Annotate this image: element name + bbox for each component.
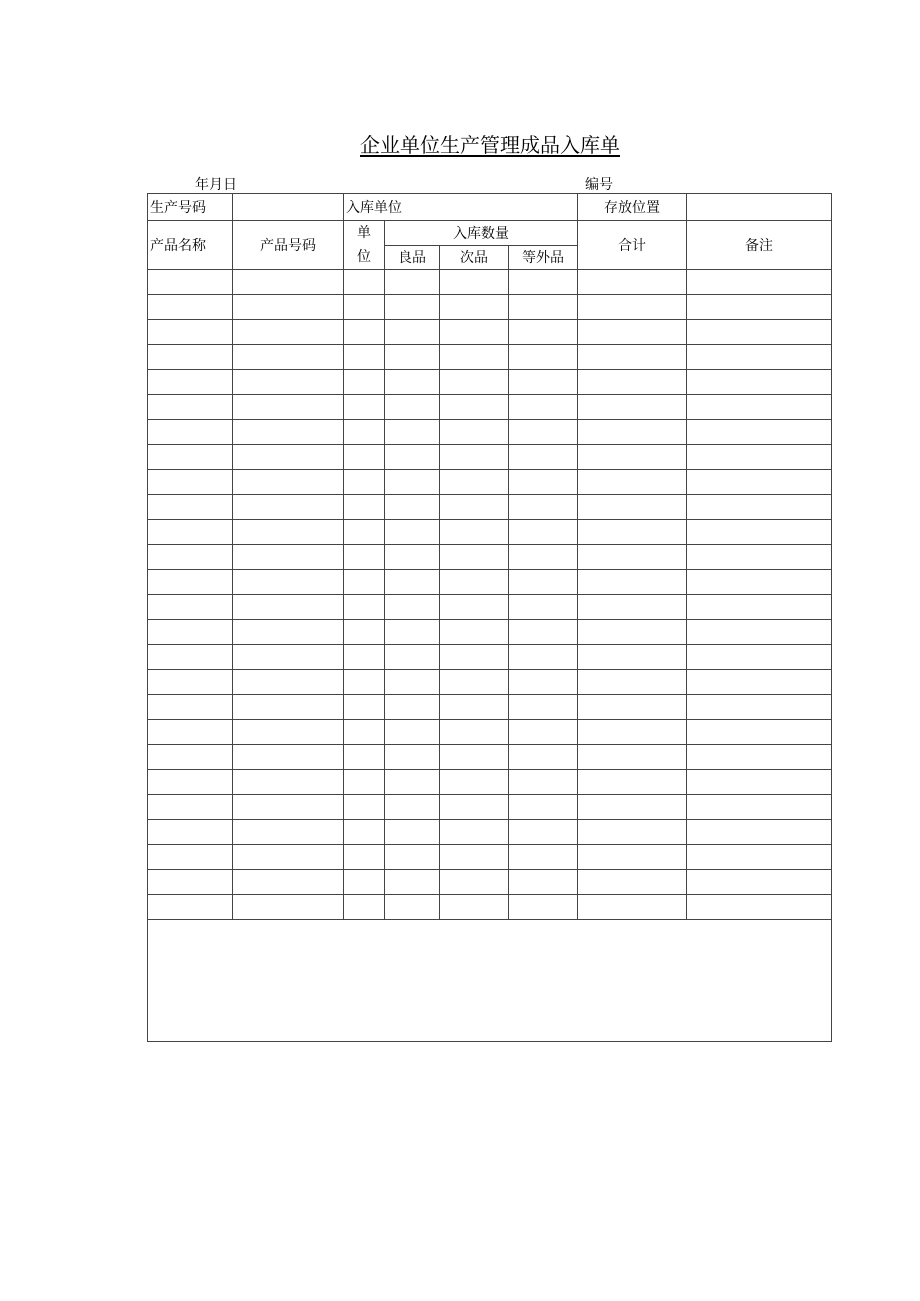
table-row: [148, 470, 832, 495]
page-title: 企业单位生产管理成品入库单: [360, 133, 620, 157]
unit-header-top: 单: [357, 225, 371, 241]
defective-qty-cell[interactable]: [440, 620, 509, 645]
unit-cell[interactable]: [344, 320, 385, 345]
product-code-cell[interactable]: [233, 320, 344, 345]
substandard-qty-cell[interactable]: [509, 770, 578, 795]
unit-cell[interactable]: [344, 295, 385, 320]
remarks-cell[interactable]: [687, 795, 832, 820]
defective-qty-cell[interactable]: [440, 320, 509, 345]
remarks-cell[interactable]: [687, 895, 832, 920]
substandard-qty-cell[interactable]: [509, 845, 578, 870]
total-cell[interactable]: [578, 345, 687, 370]
unit-cell[interactable]: [344, 595, 385, 620]
defective-qty-cell[interactable]: [440, 795, 509, 820]
product-code-cell[interactable]: [233, 695, 344, 720]
product-code-cell[interactable]: [233, 520, 344, 545]
total-header: 合计: [578, 221, 687, 270]
good-qty-cell[interactable]: [385, 620, 440, 645]
total-cell[interactable]: [578, 770, 687, 795]
remarks-cell[interactable]: [687, 645, 832, 670]
product-code-cell[interactable]: [233, 345, 344, 370]
good-qty-cell[interactable]: [385, 870, 440, 895]
unit-cell[interactable]: [344, 545, 385, 570]
table-row: [148, 270, 832, 295]
table-row: [148, 370, 832, 395]
product-name-cell[interactable]: [148, 345, 233, 370]
remarks-cell[interactable]: [687, 670, 832, 695]
quantity-header: 入库数量: [385, 221, 578, 246]
remarks-cell[interactable]: [687, 320, 832, 345]
product-code-cell[interactable]: [233, 845, 344, 870]
table-row: [148, 495, 832, 520]
unit-cell[interactable]: [344, 745, 385, 770]
product-code-cell[interactable]: [233, 295, 344, 320]
product-code-cell[interactable]: [233, 895, 344, 920]
product-name-cell[interactable]: [148, 845, 233, 870]
good-qty-cell[interactable]: [385, 770, 440, 795]
table-row: [148, 870, 832, 895]
total-cell[interactable]: [578, 445, 687, 470]
product-code-cell[interactable]: [233, 820, 344, 845]
defective-qty-cell[interactable]: [440, 570, 509, 595]
substandard-qty-cell[interactable]: [509, 670, 578, 695]
product-name-cell[interactable]: [148, 370, 233, 395]
remarks-cell[interactable]: [687, 845, 832, 870]
defective-qty-cell[interactable]: [440, 820, 509, 845]
total-cell[interactable]: [578, 370, 687, 395]
unit-cell[interactable]: [344, 770, 385, 795]
table-row: [148, 795, 832, 820]
good-qty-cell[interactable]: [385, 720, 440, 745]
unit-header-bottom: 位: [357, 249, 371, 265]
number-label: 编号: [585, 177, 613, 193]
substandard-qty-cell[interactable]: [509, 295, 578, 320]
table-row: [148, 570, 832, 595]
product-name-cell[interactable]: [148, 795, 233, 820]
good-qty-cell[interactable]: [385, 345, 440, 370]
remarks-cell[interactable]: [687, 620, 832, 645]
unit-cell[interactable]: [344, 470, 385, 495]
defective-qty-cell[interactable]: [440, 295, 509, 320]
substandard-qty-cell[interactable]: [509, 395, 578, 420]
product-name-cell[interactable]: [148, 770, 233, 795]
remarks-cell[interactable]: [687, 420, 832, 445]
defective-qty-cell[interactable]: [440, 745, 509, 770]
unit-cell[interactable]: [344, 520, 385, 545]
substandard-qty-cell[interactable]: [509, 495, 578, 520]
total-cell[interactable]: [578, 520, 687, 545]
remarks-cell[interactable]: [687, 495, 832, 520]
production-no-field[interactable]: [233, 194, 344, 221]
good-header: 良品: [385, 245, 440, 270]
defective-qty-cell[interactable]: [440, 670, 509, 695]
substandard-header: 等外品: [509, 245, 578, 270]
defective-qty-cell[interactable]: [440, 595, 509, 620]
substandard-qty-cell[interactable]: [509, 820, 578, 845]
unit-cell[interactable]: [344, 670, 385, 695]
product-name-cell[interactable]: [148, 320, 233, 345]
good-qty-cell[interactable]: [385, 745, 440, 770]
product-code-header: 产品号码: [233, 221, 344, 270]
unit-cell[interactable]: [344, 345, 385, 370]
good-qty-cell[interactable]: [385, 270, 440, 295]
table-row: [148, 695, 832, 720]
table-row: [148, 720, 832, 745]
substandard-qty-cell[interactable]: [509, 645, 578, 670]
remarks-cell[interactable]: [687, 470, 832, 495]
header-row-1: [148, 194, 832, 221]
product-code-cell[interactable]: [233, 745, 344, 770]
substandard-qty-cell[interactable]: [509, 870, 578, 895]
good-qty-cell[interactable]: [385, 495, 440, 520]
good-qty-cell[interactable]: [385, 845, 440, 870]
defective-qty-cell[interactable]: [440, 770, 509, 795]
substandard-qty-cell[interactable]: [509, 445, 578, 470]
table-row: [148, 445, 832, 470]
remarks-cell[interactable]: [687, 520, 832, 545]
product-name-cell[interactable]: [148, 595, 233, 620]
remarks-cell[interactable]: [687, 370, 832, 395]
date-label: 年月日: [195, 177, 237, 193]
substandard-qty-cell[interactable]: [509, 595, 578, 620]
product-code-cell[interactable]: [233, 545, 344, 570]
product-code-cell[interactable]: [233, 620, 344, 645]
unit-cell[interactable]: [344, 420, 385, 445]
table-row: [148, 395, 832, 420]
product-name-cell[interactable]: [148, 645, 233, 670]
product-code-cell[interactable]: [233, 720, 344, 745]
substandard-qty-cell[interactable]: [509, 320, 578, 345]
product-name-cell[interactable]: [148, 270, 233, 295]
defective-qty-cell[interactable]: [440, 695, 509, 720]
table-row: [148, 345, 832, 370]
remarks-cell[interactable]: [687, 720, 832, 745]
remarks-cell[interactable]: [687, 295, 832, 320]
total-cell[interactable]: [578, 470, 687, 495]
product-code-cell[interactable]: [233, 270, 344, 295]
table-row: [148, 895, 832, 920]
substandard-qty-cell[interactable]: [509, 895, 578, 920]
good-qty-cell[interactable]: [385, 470, 440, 495]
storage-location-field[interactable]: [687, 194, 832, 221]
remarks-cell[interactable]: [687, 745, 832, 770]
receiving-unit-label: 入库单位: [344, 194, 578, 221]
table-row: [148, 620, 832, 645]
defective-qty-cell[interactable]: [440, 645, 509, 670]
defective-qty-cell[interactable]: [440, 495, 509, 520]
table-row: [148, 745, 832, 770]
table-row: [148, 545, 832, 570]
unit-cell[interactable]: [344, 795, 385, 820]
good-qty-cell[interactable]: [385, 595, 440, 620]
remarks-cell[interactable]: [687, 445, 832, 470]
total-cell[interactable]: [578, 795, 687, 820]
table-row: [148, 645, 832, 670]
product-code-cell[interactable]: [233, 470, 344, 495]
product-code-cell[interactable]: [233, 795, 344, 820]
product-code-cell[interactable]: [233, 870, 344, 895]
substandard-qty-cell[interactable]: [509, 345, 578, 370]
unit-cell[interactable]: [344, 445, 385, 470]
substandard-qty-cell[interactable]: [509, 570, 578, 595]
product-code-cell[interactable]: [233, 770, 344, 795]
defective-qty-cell[interactable]: [440, 720, 509, 745]
substandard-qty-cell[interactable]: [509, 370, 578, 395]
total-cell[interactable]: [578, 620, 687, 645]
total-cell[interactable]: [578, 395, 687, 420]
substandard-qty-cell[interactable]: [509, 270, 578, 295]
footer-row: [148, 920, 832, 1042]
table-row: [148, 820, 832, 845]
product-name-cell[interactable]: [148, 495, 233, 520]
total-cell[interactable]: [578, 820, 687, 845]
good-qty-cell[interactable]: [385, 820, 440, 845]
total-cell[interactable]: [578, 670, 687, 695]
product-name-cell[interactable]: [148, 670, 233, 695]
remarks-cell[interactable]: [687, 545, 832, 570]
total-cell[interactable]: [578, 720, 687, 745]
remarks-cell[interactable]: [687, 820, 832, 845]
total-cell[interactable]: [578, 595, 687, 620]
product-name-cell[interactable]: [148, 420, 233, 445]
product-name-cell[interactable]: [148, 745, 233, 770]
footer-notes-area[interactable]: [148, 920, 832, 1042]
remarks-cell[interactable]: [687, 770, 832, 795]
unit-cell[interactable]: [344, 870, 385, 895]
product-code-cell[interactable]: [233, 420, 344, 445]
unit-cell[interactable]: [344, 495, 385, 520]
product-code-cell[interactable]: [233, 395, 344, 420]
total-cell[interactable]: [578, 570, 687, 595]
defective-qty-cell[interactable]: [440, 845, 509, 870]
table-row: [148, 845, 832, 870]
remarks-cell[interactable]: [687, 395, 832, 420]
defective-qty-cell[interactable]: [440, 520, 509, 545]
good-qty-cell[interactable]: [385, 570, 440, 595]
good-qty-cell[interactable]: [385, 895, 440, 920]
product-code-cell[interactable]: [233, 595, 344, 620]
remarks-cell[interactable]: [687, 270, 832, 295]
good-qty-cell[interactable]: [385, 370, 440, 395]
unit-header: [344, 221, 385, 270]
good-qty-cell[interactable]: [385, 645, 440, 670]
total-cell[interactable]: [578, 645, 687, 670]
defective-qty-cell[interactable]: [440, 345, 509, 370]
table-row: [148, 295, 832, 320]
product-code-cell[interactable]: [233, 445, 344, 470]
total-cell[interactable]: [578, 545, 687, 570]
unit-cell[interactable]: [344, 570, 385, 595]
defective-qty-cell[interactable]: [440, 445, 509, 470]
total-cell[interactable]: [578, 895, 687, 920]
remarks-cell[interactable]: [687, 345, 832, 370]
table-row: [148, 670, 832, 695]
substandard-qty-cell[interactable]: [509, 695, 578, 720]
substandard-qty-cell[interactable]: [509, 420, 578, 445]
unit-cell[interactable]: [344, 270, 385, 295]
unit-cell[interactable]: [344, 370, 385, 395]
defective-header: 次品: [440, 245, 509, 270]
remarks-cell[interactable]: [687, 595, 832, 620]
remarks-cell[interactable]: [687, 870, 832, 895]
product-name-cell[interactable]: [148, 445, 233, 470]
total-cell[interactable]: [578, 695, 687, 720]
remarks-cell[interactable]: [687, 695, 832, 720]
good-qty-cell[interactable]: [385, 670, 440, 695]
total-cell[interactable]: [578, 420, 687, 445]
substandard-qty-cell[interactable]: [509, 545, 578, 570]
defective-qty-cell[interactable]: [440, 395, 509, 420]
defective-qty-cell[interactable]: [440, 470, 509, 495]
product-name-cell[interactable]: [148, 695, 233, 720]
unit-cell[interactable]: [344, 820, 385, 845]
table-row: [148, 320, 832, 345]
unit-cell[interactable]: [344, 695, 385, 720]
product-code-cell[interactable]: [233, 495, 344, 520]
good-qty-cell[interactable]: [385, 420, 440, 445]
good-qty-cell[interactable]: [385, 545, 440, 570]
good-qty-cell[interactable]: [385, 795, 440, 820]
defective-qty-cell[interactable]: [440, 420, 509, 445]
total-cell[interactable]: [578, 870, 687, 895]
table-row: [148, 520, 832, 545]
product-name-cell[interactable]: [148, 395, 233, 420]
product-code-cell[interactable]: [233, 670, 344, 695]
product-name-cell[interactable]: [148, 570, 233, 595]
defective-qty-cell[interactable]: [440, 545, 509, 570]
defective-qty-cell[interactable]: [440, 870, 509, 895]
product-name-cell[interactable]: [148, 820, 233, 845]
table-row: [148, 595, 832, 620]
table-row: [148, 420, 832, 445]
product-name-cell[interactable]: [148, 520, 233, 545]
unit-cell[interactable]: [344, 845, 385, 870]
warehouse-receipt-table: [147, 193, 832, 1042]
good-qty-cell[interactable]: [385, 295, 440, 320]
product-name-cell[interactable]: [148, 720, 233, 745]
product-code-cell[interactable]: [233, 570, 344, 595]
good-qty-cell[interactable]: [385, 695, 440, 720]
product-code-cell[interactable]: [233, 370, 344, 395]
product-name-header: 产品名称: [148, 221, 233, 270]
total-cell[interactable]: [578, 745, 687, 770]
product-name-cell[interactable]: [148, 545, 233, 570]
total-cell[interactable]: [578, 320, 687, 345]
product-name-cell[interactable]: [148, 295, 233, 320]
good-qty-cell[interactable]: [385, 445, 440, 470]
defective-qty-cell[interactable]: [440, 370, 509, 395]
product-name-cell[interactable]: [148, 895, 233, 920]
remarks-header: 备注: [687, 221, 832, 270]
product-name-cell[interactable]: [148, 870, 233, 895]
good-qty-cell[interactable]: [385, 395, 440, 420]
unit-cell[interactable]: [344, 720, 385, 745]
product-name-cell[interactable]: [148, 620, 233, 645]
good-qty-cell[interactable]: [385, 320, 440, 345]
total-cell[interactable]: [578, 845, 687, 870]
substandard-qty-cell[interactable]: [509, 470, 578, 495]
unit-cell[interactable]: [344, 620, 385, 645]
defective-qty-cell[interactable]: [440, 895, 509, 920]
production-no-label: 生产号码: [148, 194, 233, 221]
storage-location-label: 存放位置: [578, 194, 687, 221]
product-name-cell[interactable]: [148, 470, 233, 495]
good-qty-cell[interactable]: [385, 520, 440, 545]
defective-qty-cell[interactable]: [440, 270, 509, 295]
total-cell[interactable]: [578, 295, 687, 320]
remarks-cell[interactable]: [687, 570, 832, 595]
header-row-2: [148, 221, 832, 246]
unit-cell[interactable]: [344, 895, 385, 920]
substandard-qty-cell[interactable]: [509, 720, 578, 745]
total-cell[interactable]: [578, 270, 687, 295]
unit-cell[interactable]: [344, 395, 385, 420]
total-cell[interactable]: [578, 495, 687, 520]
table-row: [148, 770, 832, 795]
substandard-qty-cell[interactable]: [509, 620, 578, 645]
product-code-cell[interactable]: [233, 645, 344, 670]
substandard-qty-cell[interactable]: [509, 520, 578, 545]
substandard-qty-cell[interactable]: [509, 745, 578, 770]
substandard-qty-cell[interactable]: [509, 795, 578, 820]
unit-cell[interactable]: [344, 645, 385, 670]
